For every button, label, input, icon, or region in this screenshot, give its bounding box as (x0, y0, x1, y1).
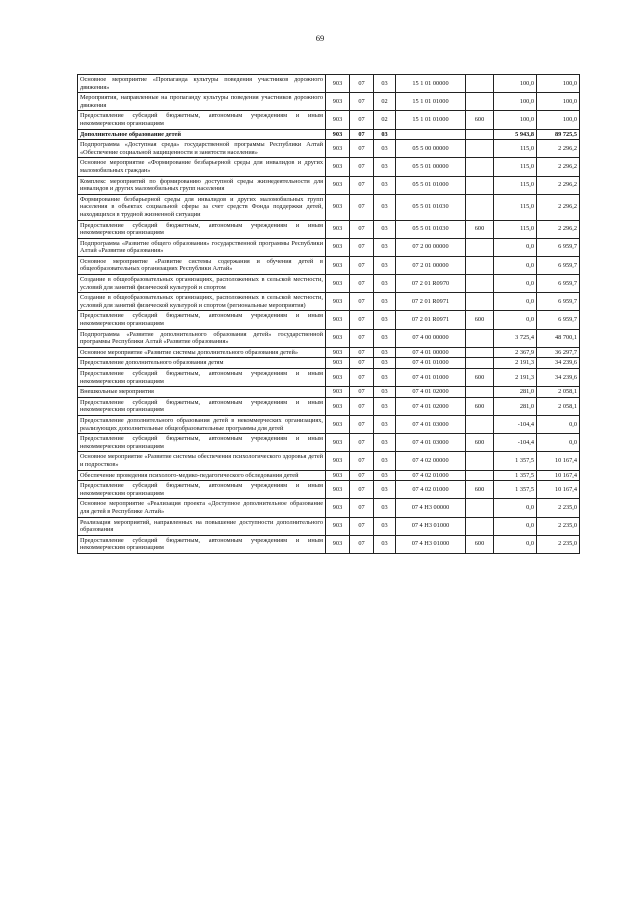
amount-1: 100,0 (494, 93, 537, 111)
ministry-code: 903 (326, 293, 350, 311)
amount-2: 2 296,2 (537, 158, 580, 176)
amount-2: 6 959,7 (537, 256, 580, 274)
amount-2: 36 297,7 (537, 347, 580, 358)
amount-2: 6 959,7 (537, 311, 580, 329)
section-code: 07 (350, 387, 374, 398)
expense-type (466, 275, 494, 293)
amount-2: 34 239,6 (537, 358, 580, 369)
row-name: Предоставление субсидий бюджетным, автономным учреждениям и иным некоммерческим организациям (78, 481, 326, 499)
page-number: 69 (315, 33, 325, 43)
amount-2: 89 725,5 (537, 129, 580, 140)
section-code: 07 (350, 347, 374, 358)
amount-1: 2 367,9 (494, 347, 537, 358)
target-article: 07 4 Н3 00000 (396, 499, 466, 517)
table-row (78, 397, 580, 415)
table-row (78, 238, 580, 256)
expense-type (466, 194, 494, 220)
table-row (78, 358, 580, 369)
amount-1: 5 943,8 (494, 129, 537, 140)
amount-2: 2 058,1 (537, 397, 580, 415)
row-name: Реализация мероприятий, направленных на повышение доступности дополнительного образования (78, 517, 326, 535)
target-article: 07 4 02 01000 (396, 481, 466, 499)
subsection-code: 03 (374, 293, 396, 311)
section-code: 07 (350, 158, 374, 176)
target-article: 05 5 01 01030 (396, 194, 466, 220)
table-row (78, 293, 580, 311)
target-article: 05 5 01 00000 (396, 158, 466, 176)
subsection-code: 03 (374, 158, 396, 176)
amount-1: 115,0 (494, 140, 537, 158)
amount-2: 2 235,0 (537, 517, 580, 535)
expense-type (466, 347, 494, 358)
row-name: Основное мероприятие «Развитие системы содержания и обучения детей в общеобразовательных организациях Республики Алтай» (78, 256, 326, 274)
expense-type: 600 (466, 369, 494, 387)
subsection-code: 03 (374, 452, 396, 470)
row-name: Предоставление субсидий бюджетным, автономным учреждениям и иным некоммерческим организациям (78, 111, 326, 129)
table-row (78, 517, 580, 535)
subsection-code: 03 (374, 176, 396, 194)
row-name: Подпрограмма «Развитие дополнительного образования детей» государственной программы Республики Алтай «Развитие образования» (78, 329, 326, 347)
table-row (78, 140, 580, 158)
target-article: 07 2 01 R0971 (396, 311, 466, 329)
section-code: 07 (350, 535, 374, 553)
subsection-code: 03 (374, 415, 396, 433)
ministry-code: 903 (326, 93, 350, 111)
subsection-code: 03 (374, 517, 396, 535)
ministry-code: 903 (326, 129, 350, 140)
amount-2: 2 235,0 (537, 499, 580, 517)
section-code: 07 (350, 256, 374, 274)
target-article: 05 5 00 00000 (396, 140, 466, 158)
ministry-code: 903 (326, 311, 350, 329)
row-name: Предоставление субсидий бюджетным, автономным учреждениям и иным некоммерческим организациям (78, 311, 326, 329)
amount-1: 281,0 (494, 397, 537, 415)
amount-1: 115,0 (494, 158, 537, 176)
table-row (78, 434, 580, 452)
expense-type (466, 129, 494, 140)
subsection-code: 03 (374, 75, 396, 93)
row-name: Основное мероприятие «Формирование безбарьерной среды для инвалидов и других маломобильных граждан» (78, 158, 326, 176)
subsection-code: 03 (374, 369, 396, 387)
target-article (396, 129, 466, 140)
table-row (78, 129, 580, 140)
table-row (78, 220, 580, 238)
amount-2: 2 296,2 (537, 194, 580, 220)
subsection-code: 03 (374, 311, 396, 329)
target-article: 15 1 01 00000 (396, 75, 466, 93)
amount-1: 0,0 (494, 256, 537, 274)
amount-1: 115,0 (494, 176, 537, 194)
subsection-code: 03 (374, 129, 396, 140)
amount-2: 100,0 (537, 93, 580, 111)
amount-1: 115,0 (494, 194, 537, 220)
amount-2: 6 959,7 (537, 275, 580, 293)
section-code: 07 (350, 93, 374, 111)
section-code: 07 (350, 470, 374, 481)
amount-2: 0,0 (537, 415, 580, 433)
section-code: 07 (350, 434, 374, 452)
table-row (78, 176, 580, 194)
ministry-code: 903 (326, 397, 350, 415)
expense-type: 600 (466, 311, 494, 329)
expense-type (466, 387, 494, 398)
budget-table (77, 74, 580, 554)
ministry-code: 903 (326, 75, 350, 93)
subsection-code: 03 (374, 347, 396, 358)
expense-type: 600 (466, 220, 494, 238)
ministry-code: 903 (326, 517, 350, 535)
expense-type: 600 (466, 434, 494, 452)
ministry-code: 903 (326, 329, 350, 347)
row-name: Основное мероприятие «Развитие системы обеспечения психологического здоровья детей и подростков» (78, 452, 326, 470)
target-article: 07 2 01 R0971 (396, 293, 466, 311)
expense-type: 600 (466, 535, 494, 553)
amount-1: 0,0 (494, 293, 537, 311)
row-name: Дополнительное образование детей (78, 129, 326, 140)
row-name: Создание в общеобразовательных организациях, расположенных в сельской местности, условий для занятий физической культурой и спортом (региональные мероприятия) (78, 293, 326, 311)
ministry-code: 903 (326, 387, 350, 398)
section-code: 07 (350, 415, 374, 433)
target-article: 07 4 01 02000 (396, 387, 466, 398)
expense-type (466, 470, 494, 481)
target-article: 07 4 01 03000 (396, 434, 466, 452)
subsection-code: 03 (374, 194, 396, 220)
amount-1: 1 357,5 (494, 481, 537, 499)
table-row (78, 415, 580, 433)
ministry-code: 903 (326, 358, 350, 369)
target-article: 07 4 01 01000 (396, 369, 466, 387)
amount-1: 1 357,5 (494, 470, 537, 481)
section-code: 07 (350, 452, 374, 470)
row-name: Подпрограмма «Развитие общего образования» государственной программы Республики Алтай «Развитие образования» (78, 238, 326, 256)
amount-1: 2 191,3 (494, 358, 537, 369)
amount-2: 6 959,7 (537, 293, 580, 311)
section-code: 07 (350, 517, 374, 535)
row-name: Предоставление субсидий бюджетным, автономным учреждениям и иным некоммерческим организациям (78, 535, 326, 553)
table-row (78, 347, 580, 358)
ministry-code: 903 (326, 256, 350, 274)
expense-type: 600 (466, 111, 494, 129)
section-code: 07 (350, 397, 374, 415)
row-name: Мероприятия, направленные на пропаганду культуры поведения участников дорожного движения (78, 93, 326, 111)
ministry-code: 903 (326, 434, 350, 452)
amount-1: 0,0 (494, 311, 537, 329)
expense-type (466, 238, 494, 256)
table-row (78, 275, 580, 293)
ministry-code: 903 (326, 452, 350, 470)
row-name: Комплекс мероприятий по формированию доступной среды жизнедеятельности для инвалидов и других маломобильных групп населения (78, 176, 326, 194)
section-code: 07 (350, 194, 374, 220)
subsection-code: 03 (374, 358, 396, 369)
section-code: 07 (350, 111, 374, 129)
table-row (78, 329, 580, 347)
target-article: 07 4 Н3 01000 (396, 517, 466, 535)
ministry-code: 903 (326, 140, 350, 158)
expense-type (466, 176, 494, 194)
expense-type (466, 499, 494, 517)
subsection-code: 03 (374, 397, 396, 415)
target-article: 07 4 00 00000 (396, 329, 466, 347)
section-code: 07 (350, 358, 374, 369)
row-name: Подпрограмма «Доступная среда» государственной программы Республики Алтай «Обеспечение социальной защищенности и занятости населения» (78, 140, 326, 158)
target-article: 05 5 01 01030 (396, 220, 466, 238)
expense-type (466, 158, 494, 176)
expense-type (466, 358, 494, 369)
target-article: 07 4 01 03000 (396, 415, 466, 433)
table-row (78, 470, 580, 481)
table-body (78, 75, 580, 554)
table-row (78, 256, 580, 274)
section-code: 07 (350, 176, 374, 194)
subsection-code: 03 (374, 329, 396, 347)
section-code: 07 (350, 293, 374, 311)
amount-2: 6 959,7 (537, 238, 580, 256)
subsection-code: 02 (374, 111, 396, 129)
amount-1: 1 357,5 (494, 452, 537, 470)
target-article: 07 4 01 01000 (396, 358, 466, 369)
table-row (78, 499, 580, 517)
row-name: Создание в общеобразовательных организациях, расположенных в сельской местности, условий для занятий физической культурой и спортом (78, 275, 326, 293)
target-article: 15 1 01 01000 (396, 93, 466, 111)
row-name: Предоставление субсидий бюджетным, автономным учреждениям и иным некоммерческим организациям (78, 220, 326, 238)
amount-1: 100,0 (494, 111, 537, 129)
ministry-code: 903 (326, 415, 350, 433)
amount-2: 48 700,1 (537, 329, 580, 347)
expense-type (466, 93, 494, 111)
section-code: 07 (350, 75, 374, 93)
expense-type (466, 75, 494, 93)
amount-1: 3 725,4 (494, 329, 537, 347)
table-row (78, 111, 580, 129)
ministry-code: 903 (326, 238, 350, 256)
target-article: 07 2 01 00000 (396, 256, 466, 274)
table-row (78, 369, 580, 387)
target-article: 07 2 01 R0970 (396, 275, 466, 293)
amount-2: 2 058,1 (537, 387, 580, 398)
table-row (78, 311, 580, 329)
amount-2: 34 239,6 (537, 369, 580, 387)
amount-1: 0,0 (494, 238, 537, 256)
table-row (78, 194, 580, 220)
section-code: 07 (350, 311, 374, 329)
expense-type (466, 415, 494, 433)
table-row (78, 75, 580, 93)
subsection-code: 03 (374, 481, 396, 499)
ministry-code: 903 (326, 499, 350, 517)
subsection-code: 03 (374, 499, 396, 517)
subsection-code: 03 (374, 434, 396, 452)
amount-2: 10 167,4 (537, 452, 580, 470)
row-name: Предоставление субсидий бюджетным, автономным учреждениям и иным некоммерческим организациям (78, 434, 326, 452)
row-name: Предоставление субсидий бюджетным, автономным учреждениям и иным некоммерческим организациям (78, 369, 326, 387)
ministry-code: 903 (326, 275, 350, 293)
expense-type: 600 (466, 397, 494, 415)
expense-type (466, 452, 494, 470)
table-row (78, 158, 580, 176)
subsection-code: 03 (374, 140, 396, 158)
expense-type (466, 293, 494, 311)
row-name: Основное мероприятие «Развитие системы дополнительного образования детей» (78, 347, 326, 358)
table-row (78, 535, 580, 553)
expense-type (466, 256, 494, 274)
row-name: Основное мероприятие «Пропаганда культуры поведения участников дорожного движения» (78, 75, 326, 93)
table-row (78, 387, 580, 398)
amount-1: 2 191,3 (494, 369, 537, 387)
section-code: 07 (350, 238, 374, 256)
amount-2: 2 296,2 (537, 140, 580, 158)
section-code: 07 (350, 275, 374, 293)
amount-2: 10 167,4 (537, 481, 580, 499)
target-article: 07 4 01 00000 (396, 347, 466, 358)
amount-2: 100,0 (537, 75, 580, 93)
subsection-code: 02 (374, 93, 396, 111)
amount-2: 0,0 (537, 434, 580, 452)
amount-1: 0,0 (494, 275, 537, 293)
target-article: 15 1 01 01000 (396, 111, 466, 129)
ministry-code: 903 (326, 470, 350, 481)
ministry-code: 903 (326, 111, 350, 129)
target-article: 07 4 02 00000 (396, 452, 466, 470)
row-name: Предоставление дополнительного образования детей в некоммерческих организациях, реализующих дополнительные общеобразовательные программы для детей (78, 415, 326, 433)
expense-type (466, 517, 494, 535)
row-name: Предоставление дополнительного образования детям (78, 358, 326, 369)
target-article: 07 4 Н3 01000 (396, 535, 466, 553)
table-row (78, 481, 580, 499)
ministry-code: 903 (326, 158, 350, 176)
section-code: 07 (350, 369, 374, 387)
subsection-code: 03 (374, 220, 396, 238)
subsection-code: 03 (374, 275, 396, 293)
row-name: Обеспечение проведения психолого-медико-педагогического обследования детей (78, 470, 326, 481)
subsection-code: 03 (374, 238, 396, 256)
table-row (78, 93, 580, 111)
row-name: Внешкольные мероприятия (78, 387, 326, 398)
section-code: 07 (350, 220, 374, 238)
section-code: 07 (350, 140, 374, 158)
expense-type (466, 329, 494, 347)
amount-1: 281,0 (494, 387, 537, 398)
subsection-code: 03 (374, 470, 396, 481)
subsection-code: 03 (374, 256, 396, 274)
ministry-code: 903 (326, 535, 350, 553)
amount-1: -104,4 (494, 434, 537, 452)
section-code: 07 (350, 499, 374, 517)
target-article: 05 5 01 01000 (396, 176, 466, 194)
amount-1: 0,0 (494, 499, 537, 517)
ministry-code: 903 (326, 369, 350, 387)
row-name: Основное мероприятие «Реализация проекта «Доступное дополнительное образование для детей в Республике Алтай» (78, 499, 326, 517)
section-code: 07 (350, 129, 374, 140)
ministry-code: 903 (326, 220, 350, 238)
ministry-code: 903 (326, 194, 350, 220)
amount-2: 2 296,2 (537, 176, 580, 194)
target-article: 07 4 02 01000 (396, 470, 466, 481)
amount-2: 2 235,0 (537, 535, 580, 553)
amount-2: 10 167,4 (537, 470, 580, 481)
expense-type (466, 140, 494, 158)
amount-1: 0,0 (494, 535, 537, 553)
amount-2: 100,0 (537, 111, 580, 129)
ministry-code: 903 (326, 347, 350, 358)
amount-1: 0,0 (494, 517, 537, 535)
ministry-code: 903 (326, 176, 350, 194)
subsection-code: 03 (374, 535, 396, 553)
section-code: 07 (350, 481, 374, 499)
target-article: 07 4 01 02000 (396, 397, 466, 415)
row-name: Формирование безбарьерной среды для инвалидов и других маломобильных групп населения в объектах социальной сферы за счет средств Фонда поддержки детей, находящихся в трудной жизненной ситуации (78, 194, 326, 220)
amount-2: 2 296,2 (537, 220, 580, 238)
section-code: 07 (350, 329, 374, 347)
expense-type: 600 (466, 481, 494, 499)
row-name: Предоставление субсидий бюджетным, автономным учреждениям и иным некоммерческим организациям (78, 397, 326, 415)
subsection-code: 03 (374, 387, 396, 398)
amount-1: -104,4 (494, 415, 537, 433)
table-row (78, 452, 580, 470)
amount-1: 100,0 (494, 75, 537, 93)
ministry-code: 903 (326, 481, 350, 499)
amount-1: 115,0 (494, 220, 537, 238)
target-article: 07 2 00 00000 (396, 238, 466, 256)
